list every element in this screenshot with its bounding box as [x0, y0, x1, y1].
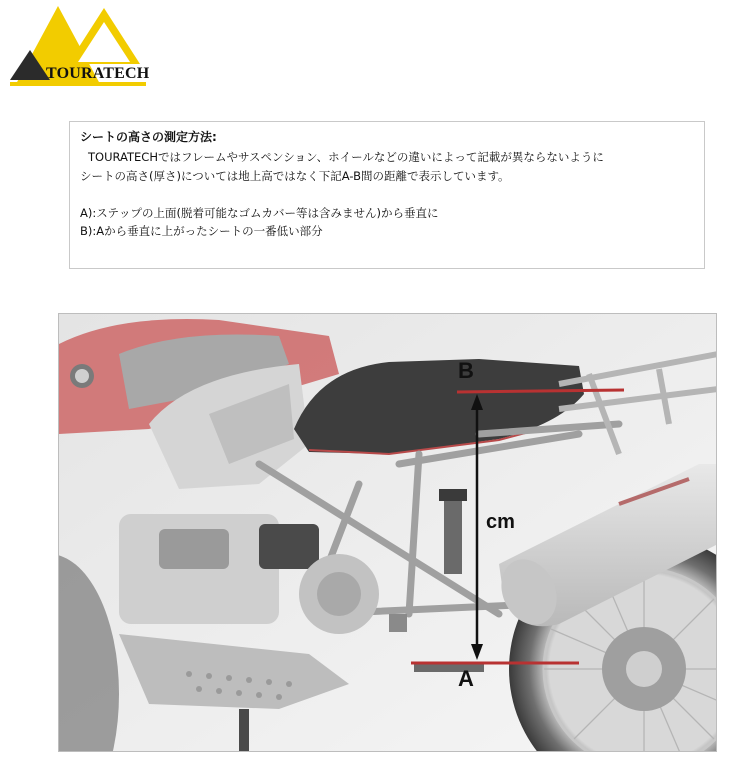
info-line-a: A):ステップの上面(脱着可能なゴムカバー等は含みません)から垂直に [80, 206, 439, 220]
info-line-2: シートの高さ(厚さ)については地上高ではなく下記A-B間の距離で表示しています。 [80, 169, 510, 183]
motorcycle-illustration [59, 314, 717, 752]
label-point-a: A [458, 666, 474, 691]
measure-line-b [457, 390, 624, 392]
label-measure-unit: cm [486, 511, 515, 533]
logo-wordmark: TOURATECH [46, 65, 150, 82]
info-title: シートの高さの測定方法: [80, 130, 217, 144]
touratech-logo [8, 4, 148, 88]
info-line-b: B):Aから垂直に上がったシートの一番低い部分 [80, 224, 323, 238]
seat-height-diagram [58, 313, 717, 752]
measurement-info-box [69, 121, 705, 269]
info-line-1: TOURATECHではフレームやサスペンション、ホイールなどの違いによって記載が異ならないように [88, 150, 604, 164]
label-point-b: B [458, 358, 474, 383]
